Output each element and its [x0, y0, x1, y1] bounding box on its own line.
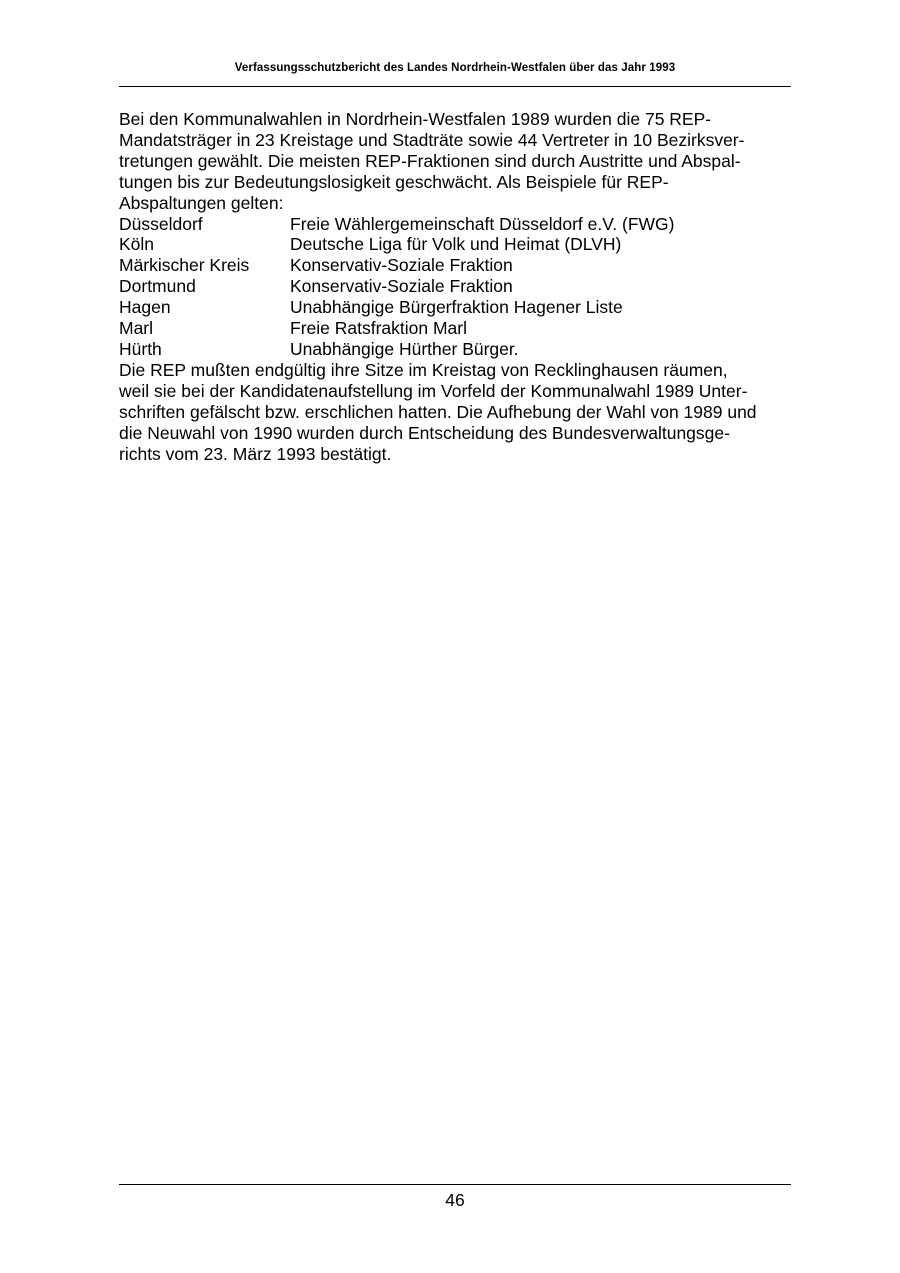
closing-line: schriften gefälscht bzw. erschlichen hatten. Die Aufhebung der Wahl von 1989 und — [119, 401, 757, 422]
rep-splinter-list — [119, 214, 791, 360]
split-city: Düsseldorf — [119, 213, 203, 234]
split-city: Köln — [119, 234, 155, 255]
split-city: Hagen — [119, 297, 171, 318]
split-group: Konservativ-Soziale Fraktion — [290, 276, 513, 297]
intro-paragraph — [119, 109, 791, 214]
list-item — [119, 339, 791, 360]
split-city: Märkischer Kreis — [119, 255, 250, 276]
closing-line: weil sie bei der Kandidatenaufstellung im Vorfeld der Kommunalwahl 1989 Unter- — [119, 380, 748, 401]
intro-line: tungen bis zur Bedeutungslosigkeit geschwächt. Als Beispiele für REP- — [119, 171, 669, 192]
intro-line: Abspaltungen gelten: — [119, 192, 284, 213]
intro-line: tretungen gewählt. Die meisten REP-Fraktionen sind durch Austritte und Abspal- — [119, 150, 741, 171]
list-item — [119, 276, 791, 297]
closing-paragraph — [119, 360, 791, 465]
list-item — [119, 255, 791, 276]
split-group: Deutsche Liga für Volk und Heimat (DLVH) — [290, 234, 622, 255]
intro-line: Mandatsträger in 23 Kreistage und Stadträte sowie 44 Vertreter in 10 Bezirksver- — [119, 129, 745, 150]
split-group: Freie Ratsfraktion Marl — [290, 318, 467, 339]
closing-line: die Neuwahl von 1990 wurden durch Entscheidung des Bundesverwaltungsge- — [119, 422, 730, 443]
split-city: Dortmund — [119, 276, 196, 297]
header-rule — [119, 86, 791, 87]
closing-line: Die REP mußten endgültig ihre Sitze im Kreistag von Recklinghausen räumen, — [119, 359, 728, 380]
footer-rule — [119, 1184, 791, 1185]
page-content — [119, 109, 791, 464]
intro-line: Bei den Kommunalwahlen in Nordrhein-Westfalen 1989 wurden die 75 REP- — [119, 109, 712, 129]
split-group: Unabhängige Hürther Bürger. — [290, 338, 519, 359]
list-item — [119, 318, 791, 339]
running-header: Verfassungsschutzbericht des Landes Nordrhein-Westfalen über das Jahr 1993 — [234, 62, 676, 74]
split-group: Unabhängige Bürgerfraktion Hagener Liste — [290, 297, 623, 318]
list-item — [119, 234, 791, 255]
closing-line: richts vom 23. März 1993 bestätigt. — [119, 443, 392, 464]
list-item — [119, 214, 791, 235]
split-city: Marl — [119, 318, 154, 339]
split-city: Hürth — [119, 338, 162, 359]
split-group: Konservativ-Soziale Fraktion — [290, 255, 513, 276]
page-number: 46 — [445, 1190, 465, 1210]
split-group: Freie Wählergemeinschaft Düsseldorf e.V. (FWG) — [290, 213, 675, 234]
list-item — [119, 297, 791, 318]
